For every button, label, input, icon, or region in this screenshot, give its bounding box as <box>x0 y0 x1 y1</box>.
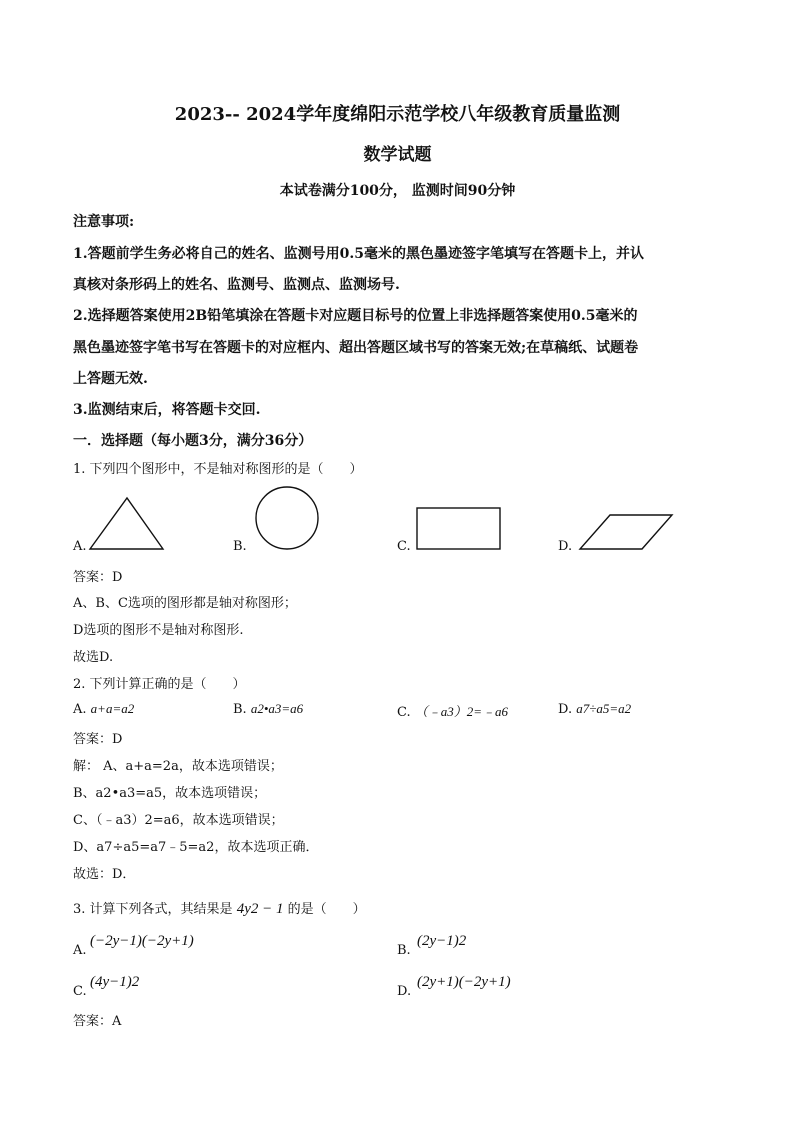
q3-stem-expr: 4y2 − 1 <box>236 901 284 917</box>
q2-solution-3: C、（﹣a3）2=a6，故本选项错误； <box>73 813 284 828</box>
q3-option-a-expr: (−2y−1)(−2y+1) <box>90 933 194 949</box>
exam-info: 本试卷满分100分， 监测时间90分钟 <box>279 183 516 199</box>
q2-solution-1: 解： A、a+a=2a，故本选项错误； <box>73 759 283 774</box>
q3-answer: 答案：A <box>73 1014 122 1029</box>
notice-item2-line2: 黑色墨迹签字笔书写在答题卡的对应框内、超出答题区域书写的答案无效;在草稿纸、试题卷 <box>73 340 639 356</box>
notice-item1-line1: 1.答题前学生务必将自己的姓名、监测号用0.5毫米的黑色墨迹签字笔填写在答题卡上，并认 <box>73 246 644 262</box>
q2-solution-4: D、a7÷a5=a7﹣5=a2，故本选项正确． <box>73 840 319 855</box>
q1-option-b-label: B. <box>233 539 247 554</box>
q3-option-c-label: C. <box>73 984 87 999</box>
notice-item2-line1: 2.选择题答案使用2B铅笔填涂在答题卡对应题目标号的位置上非选择题答案使用0.5毫米的 <box>73 308 638 324</box>
q2-stem: 2. 下列计算正确的是（ ） <box>73 677 246 692</box>
rectangle-shape <box>417 508 500 549</box>
q2-option-b-label: B. <box>233 702 247 717</box>
q2-option-a-expr: a+a=a2 <box>90 701 135 716</box>
q2-answer: 答案：D <box>73 732 123 747</box>
q3-option-b-label: B. <box>397 943 411 958</box>
notice-heading: 注意事项: <box>73 214 135 230</box>
q3-stem <box>73 898 366 918</box>
q2-option-d-expr: a7÷a5=a2 <box>576 701 632 716</box>
q1-answer: 答案：D <box>73 570 123 585</box>
parallelogram-shape <box>580 515 672 549</box>
q1-stem: 1. 下列四个图形中，不是轴对称图形的是（ ） <box>73 462 363 477</box>
q2-option-c-expr: （﹣a3）2=﹣a6 <box>414 704 509 719</box>
q1-option-c-label: C. <box>397 539 411 554</box>
q3-option-c-expr: (4y−1)2 <box>90 974 140 990</box>
q3-option-b-expr: (2y−1)2 <box>417 933 467 949</box>
q1-explanation-2: D选项的图形不是轴对称图形. <box>73 623 244 638</box>
q2-option-a <box>73 701 134 717</box>
q3-stem-after: 的是（ ） <box>287 902 366 917</box>
q2-option-c-label: C. <box>397 705 411 720</box>
q3-option-d-expr: (2y+1)(−2y+1) <box>417 974 511 990</box>
q2-solution-5: 故选：D． <box>73 867 136 882</box>
notice-item1-line2: 真核对条形码上的姓名、监测号、监测点、监测场号. <box>73 277 400 293</box>
q2-option-b <box>233 701 303 717</box>
section-heading: 一．选择题（每小题3分，满分36分） <box>73 433 313 449</box>
notice-item3: 3.监测结束后，将答题卡交回. <box>73 402 261 418</box>
exam-title: 2023-- 2024学年度绵阳示范学校八年级教育质量监测 <box>174 104 621 125</box>
q2-option-d <box>558 701 631 717</box>
q2-option-c <box>397 701 508 720</box>
q3-option-a-label: A. <box>73 943 87 958</box>
notice-item2-line3: 上答题无效. <box>73 371 148 387</box>
q2-option-b-expr: a2•a3=a6 <box>250 701 304 716</box>
q3-option-d-label: D. <box>397 984 412 999</box>
q1-explanation-3: 故选D. <box>73 650 114 665</box>
q2-option-a-label: A. <box>73 702 87 717</box>
q2-solution-2: B、a2•a3=a5，故本选项错误； <box>73 786 267 801</box>
q2-option-d-label: D. <box>558 702 573 717</box>
q1-option-d-label: D. <box>558 539 573 554</box>
exam-subtitle: 数学试题 <box>363 145 432 165</box>
q3-stem-before: 3. 计算下列各式，其结果是 <box>73 902 233 917</box>
triangle-shape <box>90 498 163 549</box>
q1-explanation-1: A、B、C选项的图形都是轴对称图形； <box>73 596 297 611</box>
circle-shape <box>256 487 318 549</box>
q1-option-a-label: A. <box>73 539 87 554</box>
